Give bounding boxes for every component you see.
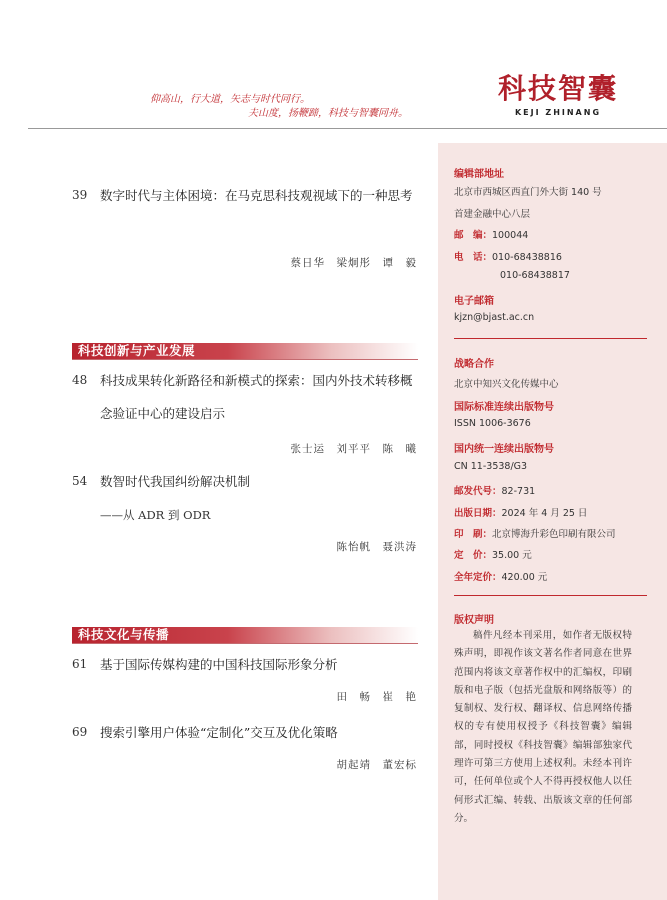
annual-price-row: [454, 569, 547, 583]
article-title[interactable]: 数智时代我国纠纷解决机制: [100, 474, 251, 489]
article-authors: 胡起靖 董宏标: [336, 759, 417, 771]
header-slogan: [150, 93, 470, 121]
postal-code-label: 邮发代号：: [454, 486, 502, 497]
article-title[interactable]: 基于国际传媒构建的中国科技国际形象分析: [100, 657, 338, 672]
phone-label: 电 话：: [454, 252, 493, 263]
price-row: [454, 547, 532, 561]
article-subtitle: ——从 ADR 到 ODR: [100, 508, 211, 522]
header-divider: [28, 128, 667, 129]
section-underline: [72, 643, 418, 644]
publication-info-sidebar: [438, 143, 667, 900]
section-underline: [72, 359, 418, 360]
editorial-address-label: 编辑部地址: [454, 169, 504, 180]
article-authors: 蔡日华 梁炯彤 谭 毅: [290, 257, 417, 269]
cooperation-label: 战略合作: [454, 359, 494, 370]
postal-code-value: 82-731: [501, 486, 536, 497]
pub-date-row: [454, 505, 587, 519]
printer-row: [454, 526, 616, 540]
article-authors: 张士运 刘平平 陈 曦: [290, 443, 417, 455]
section-title: 科技文化与传播: [78, 627, 170, 642]
printer-label: 印 刷：: [454, 529, 493, 540]
logo-pinyin: KEJI ZHINANG: [514, 108, 602, 117]
postcode-row: [454, 227, 528, 241]
issn-label: 国际标准连续出版物号: [454, 402, 554, 413]
page-number: 39: [72, 188, 88, 202]
postal-code-row: [454, 483, 535, 497]
address-line-2: 首建金融中心八层: [454, 209, 531, 220]
slogan-line-1: 仰高山，行大道，矢志与时代同行。: [150, 94, 310, 105]
cn-label: 国内统一连续出版物号: [454, 444, 554, 455]
copyright-statement: 稿件凡经本刊采用，如作者无版权特殊声明，即视作该文著名作者同意在世界范围内将该文章著作权中的汇编权，印刷版和电子版（包括光盘版和网络版等）的复制权、发行权、翻译权、信息网络传播权的专有使用权授予《科技智囊》编辑部，同时授权《科技智囊》编辑部独家代理许可第三方使用上述权利。未经本刊许可，任何单位或个人不得再授权他人以任何形式汇编、转载、出版该文章的任何部分。: [454, 630, 632, 824]
sidebar-divider: [454, 338, 647, 339]
phone-row: [454, 249, 562, 263]
page-number: 54: [72, 474, 88, 488]
email-label: 电子邮箱: [454, 296, 494, 307]
cooperation-value: 北京中知兴文化传媒中心: [454, 379, 559, 390]
article-authors: 田 畅 崔 艳: [336, 691, 417, 703]
journal-logo: [488, 72, 628, 117]
phone-1[interactable]: 010-68438816: [492, 252, 562, 263]
article-title[interactable]: 搜索引擎用户体验“定制化”交互及优化策略: [100, 725, 338, 740]
pub-date-label: 出版日期：: [454, 508, 502, 519]
annual-price-label: 全年定价：: [454, 572, 502, 583]
cn-value: CN 11-3538/G3: [454, 461, 528, 472]
price-value: 35.00 元: [492, 550, 532, 561]
printer-value: 北京博海升彩色印刷有限公司: [492, 529, 616, 540]
price-label: 定 价：: [454, 550, 493, 561]
email-value[interactable]: kjzn@bjast.ac.cn: [454, 312, 535, 323]
page-number: 61: [72, 657, 88, 671]
annual-price-value: 420.00 元: [501, 572, 548, 583]
article-title[interactable]: 科技成果转化新路径和新模式的探索：国内外技术转移概念验证中心的建设启示: [100, 373, 413, 421]
article-authors: 陈怡帆 聂洪涛: [336, 541, 417, 553]
phone-2[interactable]: 010-68438817: [500, 270, 570, 281]
logo-chinese: 科技智囊: [497, 72, 618, 105]
section-title: 科技创新与产业发展: [78, 343, 196, 358]
issn-value: ISSN 1006-3676: [454, 418, 531, 429]
address-line-1: 北京市西城区西直门外大街 140 号: [454, 187, 602, 198]
page-number: 48: [72, 373, 88, 387]
section-banner: [72, 627, 418, 643]
section-banner: [72, 343, 418, 359]
sidebar-divider: [454, 595, 647, 596]
postcode-value: 100044: [492, 230, 529, 241]
copyright-label: 版权声明: [454, 615, 494, 626]
slogan-line-2: 夫山度，扬鞭蹄，科技与智囊同舟。: [248, 108, 408, 119]
postcode-label: 邮 编：: [454, 230, 493, 241]
page-number: 69: [72, 725, 88, 739]
pub-date-value: 2024 年 4 月 25 日: [501, 508, 588, 519]
article-title[interactable]: 数字时代与主体困境：在马克思科技观视域下的一种思考: [100, 188, 413, 203]
